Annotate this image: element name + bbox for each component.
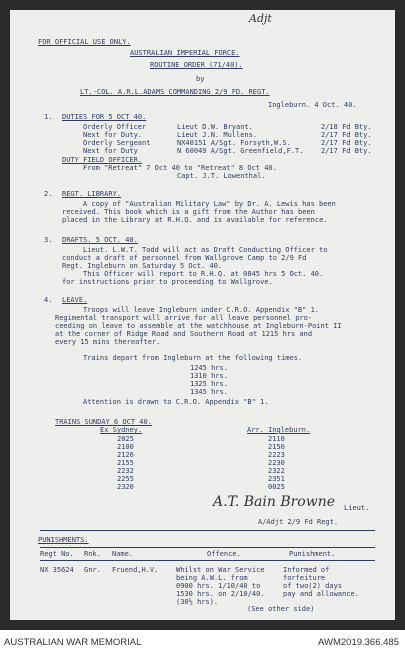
arr-ingleburn-time: 2230 — [268, 459, 285, 467]
leave-line: Troops will leave Ingleburn under C.R.O. Appendix "B" 1. — [83, 306, 320, 314]
ex-sydney-header: Ex Sydney. — [100, 426, 143, 434]
duty-person: NX40151 A/Sgt. Forsyth,W.S. — [177, 139, 291, 147]
arr-ingleburn-time: 2150 — [268, 443, 285, 451]
drafts-line: This Officer will report to R.H.Q. at 0845 hrs 5 Oct. 40. — [83, 270, 324, 278]
routine-order-heading: ROUTINE ORDER (71/40). — [150, 61, 243, 69]
train-time: 1310 hrs. — [190, 372, 228, 380]
offence-line: being A.W.L. from — [176, 574, 248, 582]
duty-unit: 2/17 Fd Bty. — [321, 131, 372, 139]
arr-ingleburn-time: 2322 — [268, 467, 285, 475]
section-4-number: 4. — [44, 296, 53, 304]
leave-line: every 15 mins thereafter. — [55, 338, 161, 346]
handwritten-note: Adjt — [249, 12, 272, 25]
header-regt-no: Regt No. — [40, 550, 74, 558]
section-3-number: 3. — [44, 236, 53, 244]
duty-role: Next for Duty. — [83, 131, 143, 139]
section-1-title: DUTIES FOR 5 OCT 40. — [62, 113, 147, 121]
offence-line: 1530 hrs. on 2/10/40. — [176, 590, 265, 598]
arr-ingleburn-header: Arr. Ingleburn. — [247, 426, 311, 434]
signature: A.T. Bain Browne — [213, 494, 336, 510]
ex-sydney-time: 2025 — [117, 435, 134, 443]
ex-sydney-time: 2255 — [117, 475, 134, 483]
duty-field-officer-name: Capt. J.T. Lowenthal. — [177, 172, 266, 180]
arr-ingleburn-time: 2351 — [268, 475, 285, 483]
section-4-title: LEAVE. — [62, 296, 88, 304]
drafts-line: for instructions prior to proceeding to Wallgrove. — [62, 278, 273, 286]
trains-sunday-title: TRAINS SUNDAY 6 OCT 40. — [55, 418, 152, 426]
rank-cell: Gnr. — [84, 566, 101, 574]
duty-field-officer-title: DUTY FIELD OFFICER. — [62, 156, 143, 164]
commander-line: LT.-COL. A.R.L.ADAMS COMMANDING 2/9 FD. REGT. — [80, 88, 270, 96]
signatory-title: A/Adjt 2/9 Fd Regt. — [258, 518, 339, 526]
leave-line: ceeding on leave to assemble at the watchhouse at Ingleburn-Point II — [55, 322, 342, 330]
signatory-rank: Lieut. — [344, 504, 370, 512]
attention-note: Attention is drawn to C.R.O. Appendix "B" 1. — [83, 398, 269, 406]
drafts-line: conduct a draft of personnel from Wallgrove Camp to 2/9 Fd — [62, 254, 307, 262]
duty-person: Lieut D.W. Bryant. — [177, 123, 253, 131]
section-2-title: REGT. LIBRARY. — [62, 190, 122, 198]
footer-institution: AUSTRALIAN WAR MEMORIAL — [4, 637, 142, 648]
punishment-line: forfeiture — [283, 574, 326, 582]
train-time: 1245 hrs. — [190, 364, 228, 372]
train-time: 1325 hrs. — [190, 380, 228, 388]
arr-ingleburn-time: 2223 — [268, 451, 285, 459]
official-use-label: FOR OFFICIAL USE ONLY. — [38, 38, 131, 46]
punishments-title: PUNISHMENTS. — [38, 536, 89, 544]
duty-role: Next for Duty — [83, 147, 138, 155]
regt-no-cell: NX 35624 — [40, 566, 74, 574]
header-name: Name. — [112, 550, 134, 558]
offence-line: 0900 hrs. 1/10/40 to — [176, 582, 261, 590]
library-line: placed in the Library at R.H.Q. and is available for reference. — [62, 216, 328, 224]
divider-line — [40, 547, 375, 548]
document-page — [10, 10, 395, 620]
offence-line: (30½ hrs). — [176, 598, 219, 606]
drafts-line: Lieut. L.W.T. Todd will act as Draft Conducting Officer to — [83, 246, 328, 254]
leave-line: Regimental transport will arrive for all leave personnel pro- — [55, 314, 313, 322]
header-offence: Offence. — [207, 550, 241, 558]
name-cell: Fruend,H.V. — [112, 566, 159, 574]
divider-line — [40, 560, 375, 561]
leave-line: at the corner of Ridge Road and Southern Road at 1215 hrs and — [55, 330, 313, 338]
punishment-line: of two(2) days — [283, 582, 343, 590]
duty-role: Orderly Officer — [83, 123, 147, 131]
duty-unit: 2/18 Fd Bty. — [321, 123, 372, 131]
trains-intro: Trains depart from Ingleburn at the following times. — [83, 354, 303, 362]
ex-sydney-time: 2155 — [117, 459, 134, 467]
section-1-number: 1. — [44, 113, 53, 121]
section-2-number: 2. — [44, 190, 53, 198]
header-rank: Rnk. — [84, 550, 101, 558]
duty-role: Orderly Sergeant — [83, 139, 151, 147]
train-time: 1345 hrs. — [190, 388, 228, 396]
ex-sydney-time: 2320 — [117, 483, 134, 491]
arr-ingleburn-time: 0025 — [268, 483, 285, 491]
duty-unit: 2/17 Fd Bty. — [321, 147, 372, 155]
punishment-line: pay and allowance. — [283, 590, 359, 598]
archive-footer — [0, 630, 405, 653]
arr-ingleburn-time: 2110 — [268, 435, 285, 443]
punishment-line: Informed of — [283, 566, 330, 574]
duty-person: Lieut J.N. Mullens. — [177, 131, 258, 139]
duty-field-officer-period: From "Retreat" 7 Oct 40 to "Retreat" 8 Oct 40. — [83, 164, 277, 172]
by-label: by — [196, 75, 205, 83]
ex-sydney-time: 2100 — [117, 443, 134, 451]
library-line: received. This book which is a gift from the Author has been — [62, 208, 315, 216]
divider-line — [40, 530, 375, 531]
offence-label: Whilst on War Service — [176, 566, 265, 574]
footer-accession-number: AWM2019.366.485 — [318, 637, 399, 648]
place-date: Ingleburn. 4 Oct. 40. — [268, 101, 357, 109]
ex-sydney-time: 2232 — [117, 467, 134, 475]
section-3-title: DRAFTS. 5 OCT. 40. — [62, 236, 138, 244]
ex-sydney-time: 2126 — [117, 451, 134, 459]
force-heading: AUSTRALIAN IMPERIAL FORCE. — [130, 49, 240, 57]
duty-unit: 2/17 Fd Bty. — [321, 139, 372, 147]
see-other-side-note: (See other side) — [247, 605, 315, 613]
drafts-line: Regt. Ingleburn on Saturday 5 Oct. 40. — [62, 262, 223, 270]
header-punishment: Punishment. — [289, 550, 336, 558]
library-line: A copy of "Australian Military Law" by Dr. A. Lewis has been — [83, 200, 336, 208]
duty-person: N 60049 A/Sgt. Greenfield,F.T. — [177, 147, 304, 155]
